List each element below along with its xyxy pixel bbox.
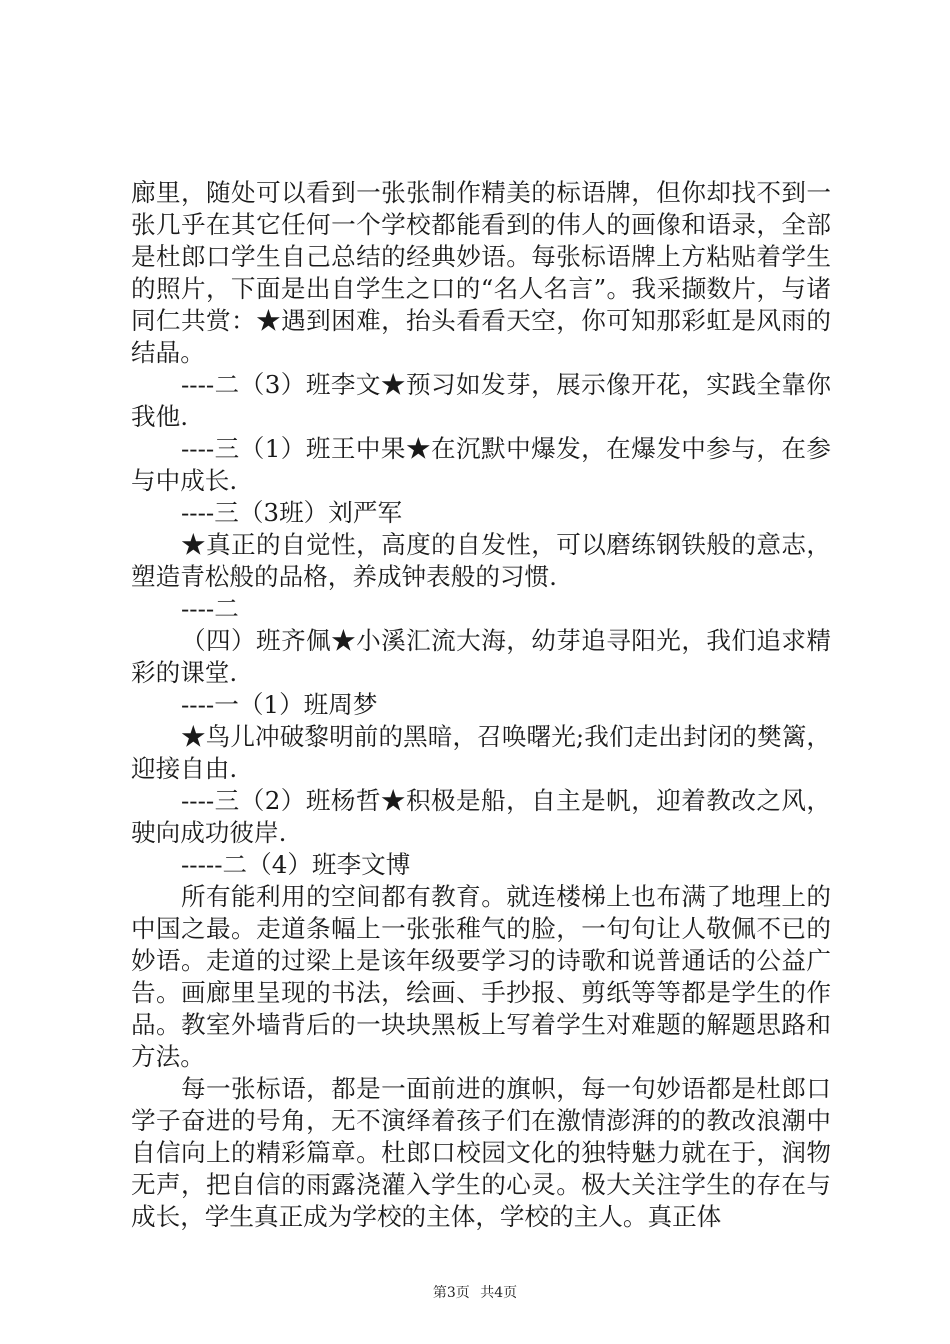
paragraph-12: 所有能利用的空间都有教育。就连楼梯上也布满了地理上的中国之最。走道条幅上一张张稚气的脸，一句句让人敬佩不已的妙语。走道的过梁上是该年级要学习的诗歌和说普通话的公益广告。画廊里呈现的书法，绘画、手抄报、剪纸等等都是学生的作品。教室外墙背后的一块块黑板上写着学生对难题的解题思路和方法。	[131, 882, 831, 1071]
paragraph-13: 每一张标语，都是一面前进的旗帜，每一句妙语都是杜郎口学子奋进的号角，无不演绎着孩子们在激情澎湃的的教改浪潮中自信向上的精彩篇章。杜郎口校园文化的独特魅力就在于，润物无声，把自信的雨露浇灌入学生的心灵。极大关注学生的存在与成长，学生真正成为学校的主体，学校的主人。真正体	[131, 1074, 831, 1231]
page-footer	[0, 1284, 950, 1302]
page-number: 第3页	[432, 1285, 470, 1301]
paragraph-2: ----二（3）班李文★预习如发芽，展示像开花，实践全靠你我他.	[131, 370, 831, 431]
paragraph-6: ----二	[181, 594, 239, 623]
paragraph-3: ----三（1）班王中果★在沉默中爆发，在爆发中参与，在参与中成长.	[131, 434, 831, 495]
paragraph-8: ----一（1）班周梦	[181, 690, 378, 719]
page-total: 共4页	[480, 1285, 518, 1301]
paragraph-4: ----三（3班）刘严军	[181, 498, 403, 527]
paragraph-7: （四）班齐佩★小溪汇流大海，幼芽追寻阳光，我们追求精彩的课堂.	[131, 626, 831, 687]
paragraph-11: -----二（4）班李文博	[181, 850, 411, 879]
paragraph-10: ----三（2）班杨哲★积极是船，自主是帆，迎着教改之风，驶向成功彼岸.	[131, 786, 831, 847]
paragraph-1: 廊里，随处可以看到一张张制作精美的标语牌，但你却找不到一张几乎在其它任何一个学校都能看到的伟人的画像和语录，全部是杜郎口学生自己总结的经典妙语。每张标语牌上方粘贴着学生的照片，下面是出自学生之口的“名人名言”。我采撷数片，与诸同仁共赏：★遇到困难，抬头看看天空，你可知那彩虹是风雨的结晶。	[131, 178, 831, 367]
paragraph-9: ★鸟儿冲破黎明前的黑暗，召唤曙光;我们走出封闭的樊篱，迎接自由.	[131, 722, 831, 783]
paragraph-5: ★真正的自觉性，高度的自发性，可以磨练钢铁般的意志，塑造青松般的品格，养成钟表般的习惯.	[131, 530, 831, 591]
document-body	[131, 177, 831, 1233]
